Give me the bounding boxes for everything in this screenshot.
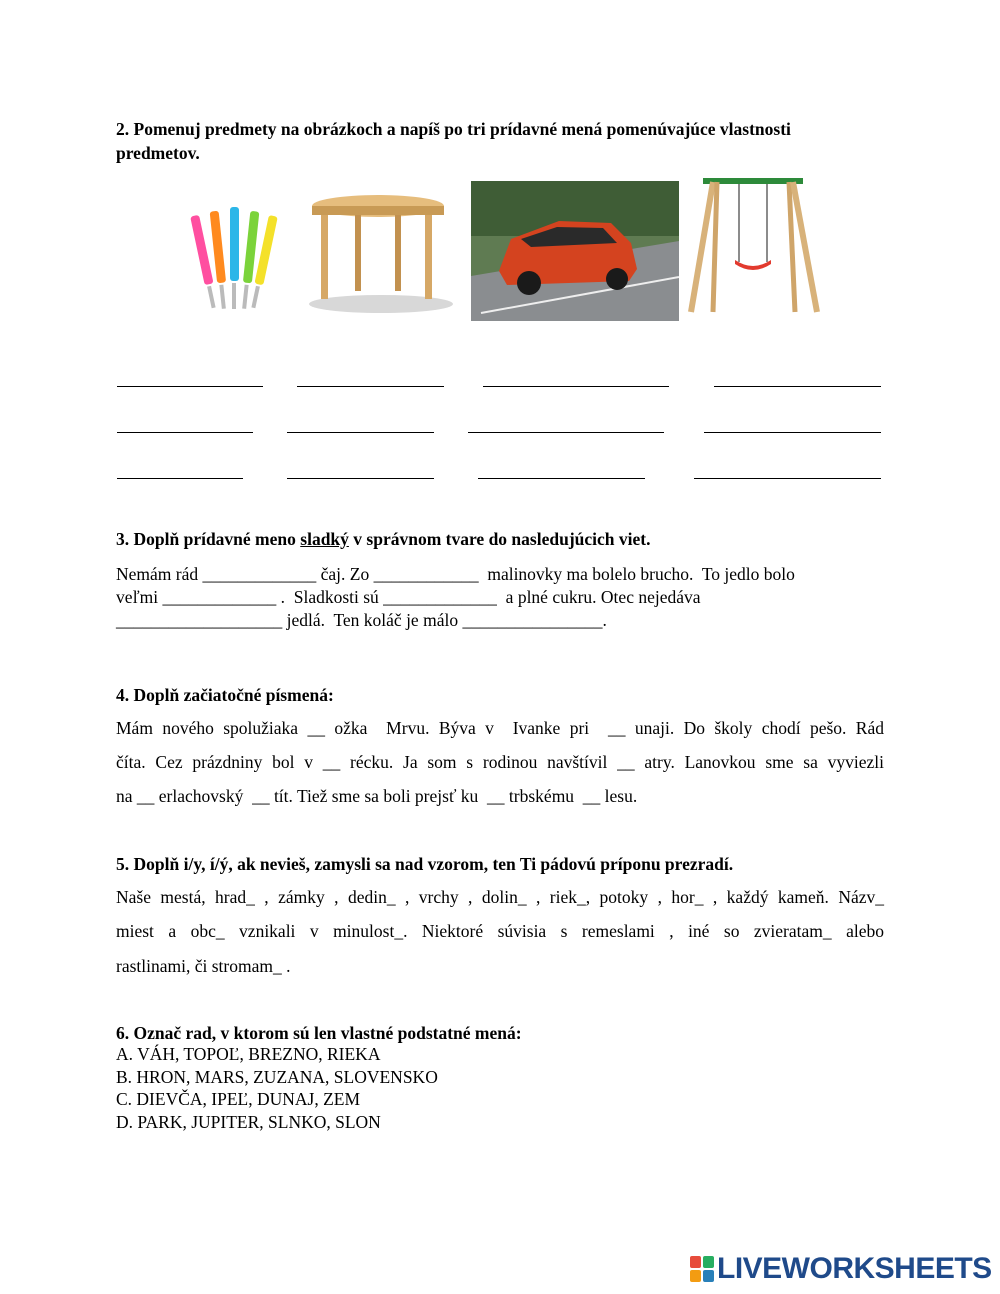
table-image [303, 192, 458, 314]
task4-line3: na __ erlachovský __ tít. Tiež sme sa boli prejsť ku __ trbskému __ lesu. [116, 786, 638, 806]
task3-heading-suffix: v správnom tvare do nasledujúcich viet. [348, 529, 651, 549]
task6-option-c[interactable]: C. DIEVČA, IPEĽ, DUNAJ, ZEM [116, 1089, 361, 1109]
task2-heading-line2: predmetov. [116, 143, 200, 163]
task6-option-d[interactable]: D. PARK, JUPITER, SLNKO, SLON [116, 1112, 381, 1132]
answer-blank[interactable] [117, 464, 243, 479]
answer-blank[interactable] [468, 418, 664, 433]
task3-line1: Nemám rád _____________ čaj. Zo ____________ malinovky ma bolelo brucho. To jedlo bolo [116, 564, 795, 584]
task3-line2: veľmi _____________ . Sladkosti sú _____________ a plné cukru. Otec nejedáva [116, 587, 701, 607]
task5-line3: rastlinami, či stromam_ . [116, 956, 291, 976]
answer-blank[interactable] [704, 418, 881, 433]
task4-line2: číta. Cez prázdniny bol v __ récku. Ja som s rodinou navštívil __ atry. Lanovkou sme sa vyviezli [116, 752, 884, 772]
task4-heading: 4. Doplň začiatočné písmená: [116, 685, 334, 705]
liveworksheets-logo[interactable] [690, 1253, 992, 1285]
task6-option-a[interactable]: A. VÁH, TOPOĽ, BREZNO, RIEKA [116, 1044, 381, 1064]
task5-line1: Naše mestá, hrad_ , zámky , dedin_ , vrchy , dolin_ , riek_, potoky , hor_ , každý kameň. Názv_ [116, 887, 884, 907]
answer-row-3 [0, 464, 1000, 484]
swing-image [683, 174, 823, 314]
task3-heading-prefix: 3. Doplň prídavné meno [116, 529, 301, 549]
task3-line3: ___________________ jedlá. Ten koláč je málo ________________. [116, 610, 607, 630]
pen-blue [230, 207, 239, 309]
answer-blank[interactable] [694, 464, 881, 479]
answer-blank[interactable] [287, 464, 434, 479]
answer-blank[interactable] [483, 372, 669, 387]
pens-image [188, 203, 280, 319]
task5-heading: 5. Doplň i/y, í/ý, ak nevieš, zamysli sa nad vzorom, ten Ti pádovú príponu prezradí. [116, 854, 734, 874]
answer-row-2 [0, 418, 1000, 438]
answer-blank[interactable] [714, 372, 881, 387]
task6-heading: 6. Označ rad, v ktorom sú len vlastné podstatné mená: [116, 1023, 522, 1043]
answer-blank[interactable] [117, 372, 263, 387]
answer-blank[interactable] [287, 418, 434, 433]
answer-blank[interactable] [117, 418, 253, 433]
task2-heading-line1: 2. Pomenuj predmety na obrázkoch a napíš po tri prídavné mená pomenúvajúce vlastnosti [116, 119, 791, 139]
task4-line1: Mám nového spolužiaka __ ožka Mrvu. Býva v Ivanke pri __ unaji. Do školy chodí pešo. Rád [116, 718, 884, 738]
task3-heading-word: sladký [300, 529, 349, 549]
answer-blank[interactable] [297, 372, 444, 387]
answer-blank[interactable] [478, 464, 645, 479]
task6-option-b[interactable]: B. HRON, MARS, ZUZANA, SLOVENSKO [116, 1067, 438, 1087]
answer-row-1 [0, 372, 1000, 392]
logo-blocks-icon [690, 1256, 714, 1282]
task3-heading [116, 527, 650, 551]
logo-text: LIVEWORKSHEETS [717, 1252, 992, 1285]
car-image [471, 181, 679, 321]
task5-line2: miest a obc_ vznikali v minulost_. Niektoré súvisia s remeslami , iné so zvieratam_ alebo [116, 921, 884, 941]
